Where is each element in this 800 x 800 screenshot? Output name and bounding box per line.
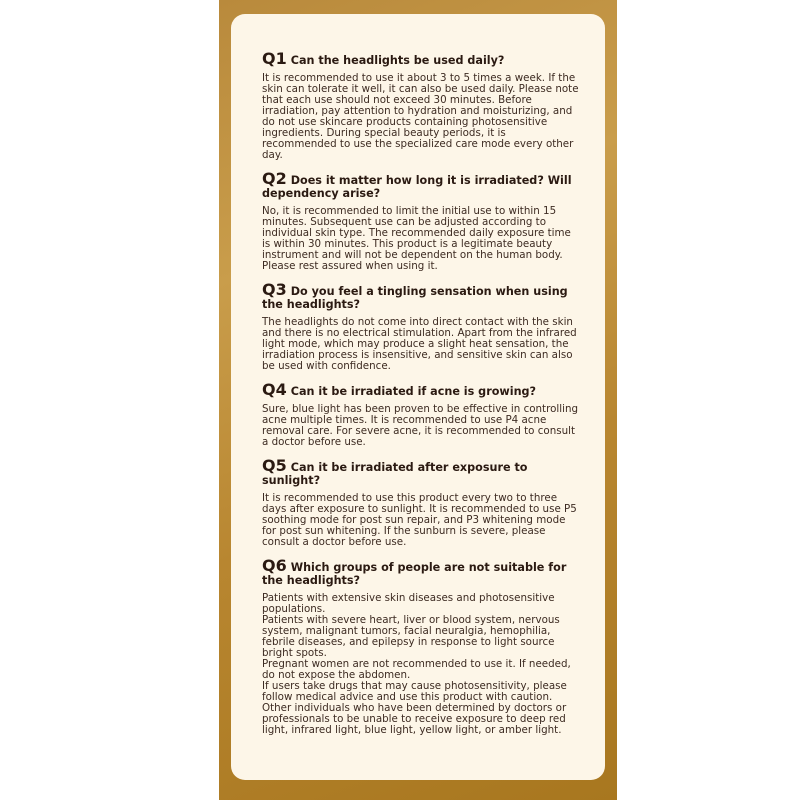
question-text: Can it be irradiated if acne is growing? [290,385,537,398]
faq-item-q6 [262,556,579,736]
question-text: Can the headlights be used daily? [290,54,505,67]
question-number: Q1 [262,49,287,68]
question-number: Q4 [262,380,287,399]
question-heading [262,380,579,399]
question-text: Do you feel a tingling sensation when using the headlights? [262,285,568,311]
question-number: Q6 [262,556,287,575]
faq-card [231,14,605,780]
question-heading [262,280,579,311]
question-number: Q3 [262,280,287,299]
question-heading [262,49,579,68]
question-text: Which groups of people are not suitable for the headlights? [262,561,567,587]
question-text: Does it matter how long it is irradiated? Will dependency arise? [262,174,572,200]
answer-text: Patients with extensive skin diseases and photosensitive populations. Patients with severe heart, liver or blood system, nervous system, malignant tumors, facial neuralgia, hemophilia, febrile diseases, and epilepsy in response to light source bright spots. Pregnant women are not recommended to use it. If needed, do not expose the abdomen. If users take drugs that may cause photosensitivity, please follow medical advice and use this product with caution. Other individuals who have been determined by doctors or professionals to be unable to receive exposure to deep red light, infrared light, blue light, yellow light, or amber light. [262,592,571,736]
faq-item-q5 [262,456,579,548]
answer-text: The headlights do not come into direct contact with the skin and there is no electrical stimulation. Apart from the infrared light mode, which may produce a slight heat sensation, the irradiation process is insensitive, and sensitive skin can also be used with confidence. [262,316,577,372]
question-text: Can it be irradiated after exposure to sunlight? [262,461,528,487]
answer-text: It is recommended to use it about 3 to 5 times a week. If the skin can tolerate it well, it can also be used daily. Please note that each use should not exceed 30 minutes. Before irradiation, pay attention to hydration and moisturizing, and do not use skincare products containing photosensitive ingredients. During special beauty periods, it is recommended to use the specialized care mode every other day. [262,72,579,161]
question-heading [262,456,579,487]
question-heading [262,169,579,200]
question-heading [262,556,579,587]
faq-item-q3 [262,280,579,372]
faq-item-q1 [262,49,579,161]
answer-text: No, it is recommended to limit the initial use to within 15 minutes. Subsequent use can be adjusted according to individual skin type. The recommended daily exposure time is within 30 minutes. This product is a legitimate beauty instrument and will not be dependent on the human body. Please rest assured when using it. [262,205,571,272]
question-number: Q5 [262,456,287,475]
faq-item-q4 [262,380,579,448]
faq-item-q2 [262,169,579,272]
answer-text: It is recommended to use this product every two to three days after exposure to sunlight. It is recommended to use P5 soothing mode for post sun repair, and P3 whitening mode for post sun whitening. If the sunburn is severe, please consult a doctor before use. [262,492,577,548]
question-number: Q2 [262,169,287,188]
answer-text: Sure, blue light has been proven to be effective in controlling acne multiple times. It is recommended to use P4 acne removal care. For severe acne, it is recommended to consult a doctor before use. [262,403,579,448]
